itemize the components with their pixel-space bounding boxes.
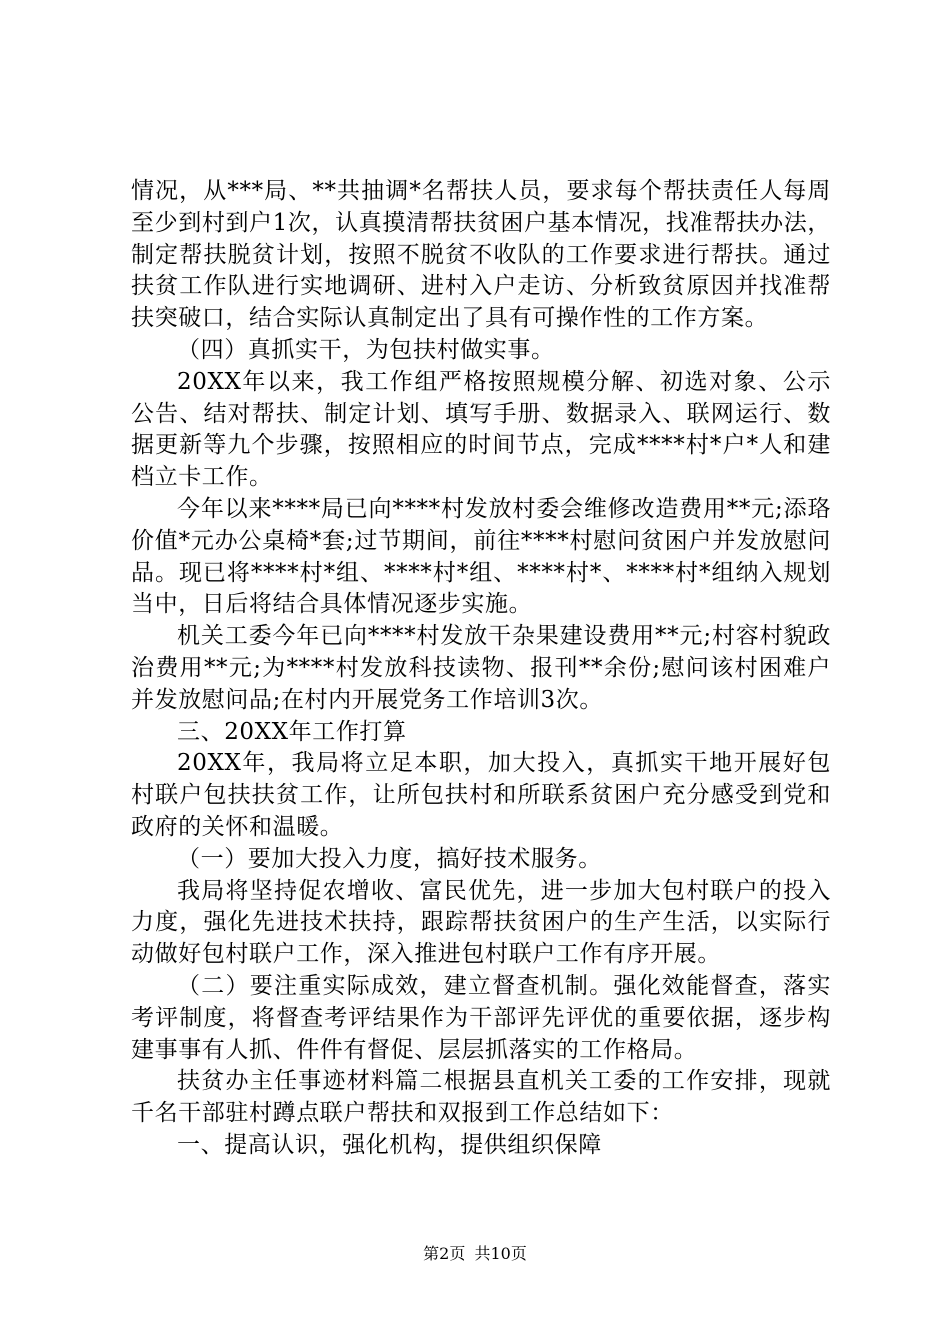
- page-total: 共10页: [474, 1244, 527, 1263]
- paragraph-6: 20XX年，我局将立足本职，加大投入，真抓实干地开展好包村联户包扶扶贫工作，让所包扶村和所联系贫困户充分感受到党和政府的关怀和温暖。: [131, 750, 831, 840]
- subheading-1: （一）要加大投入力度，搞好技术服务。: [177, 845, 602, 872]
- section-heading-3: 三、20XX年工作打算: [177, 718, 407, 745]
- paragraph-2: （四）真抓实干，为包扶村做实事。: [177, 336, 555, 363]
- paragraph-7: 我局将坚持促农增收、富民优先，进一步加大包村联户的投入力度，强化先进技术扶持，跟踪帮扶贫困户的生产生活，以实际行动做好包村联户工作，深入推进包村联户工作有序开展。: [131, 877, 831, 968]
- page-footer: [0, 1241, 950, 1264]
- section-heading-1: 一、提高认识，强化机构，提供组织保障: [177, 1131, 602, 1158]
- page-number: 第2页: [423, 1244, 466, 1263]
- paragraph-1: 情况，从***局、**共抽调*名帮扶人员，要求每个帮扶责任人每周至少到村到户1次，认真摸清帮扶贫困户基本情况，找准帮扶办法，制定帮扶脱贫计划，按照不脱贫不收队的工作要求进行帮扶。通过扶贫工作队进行实地调研、进村入户走访、分析致贫原因并找准帮扶突破口，结合实际认真制定出了具有可操作性的工作方案。: [131, 178, 831, 332]
- paragraph-5: 机关工委今年已向****村发放干杂果建设费用**元;村容村貌政治费用**元;为****村发放科技读物、报刊**余份;慰问该村困难户并发放慰问品;在村内开展党务工作培训3次。: [131, 623, 831, 713]
- paragraph-9: 扶贫办主任事迹材料篇二根据县直机关工委的工作安排，现就千名干部驻村蹲点联户帮扶和双报到工作总结如下：: [131, 1068, 831, 1127]
- paragraph-4: 今年以来****局已向****村发放村委会维修改造费用**元;添珞价值*元办公桌椅*套;过节期间，前往****村慰问贫困户并发放慰问品。现已将****村*组、****村*组、****村*、****村*组纳入规划当中，日后将结合具体情况逐步实施。: [131, 495, 831, 618]
- document-body: [131, 176, 831, 1162]
- paragraph-8: （二）要注重实际成效，建立督查机制。强化效能督查，落实考评制度，将督查考评结果作为干部评先评优的重要依据，逐步构建事事有人抓、件件有督促、层层抓落实的工作格局。: [131, 972, 831, 1063]
- paragraph-3: 20XX年以来，我工作组严格按照规模分解、初选对象、公示公告、结对帮扶、制定计划、填写手册、数据录入、联网运行、数据更新等九个步骤，按照相应的时间节点，完成****村*户*人和建档立卡工作。: [131, 368, 831, 491]
